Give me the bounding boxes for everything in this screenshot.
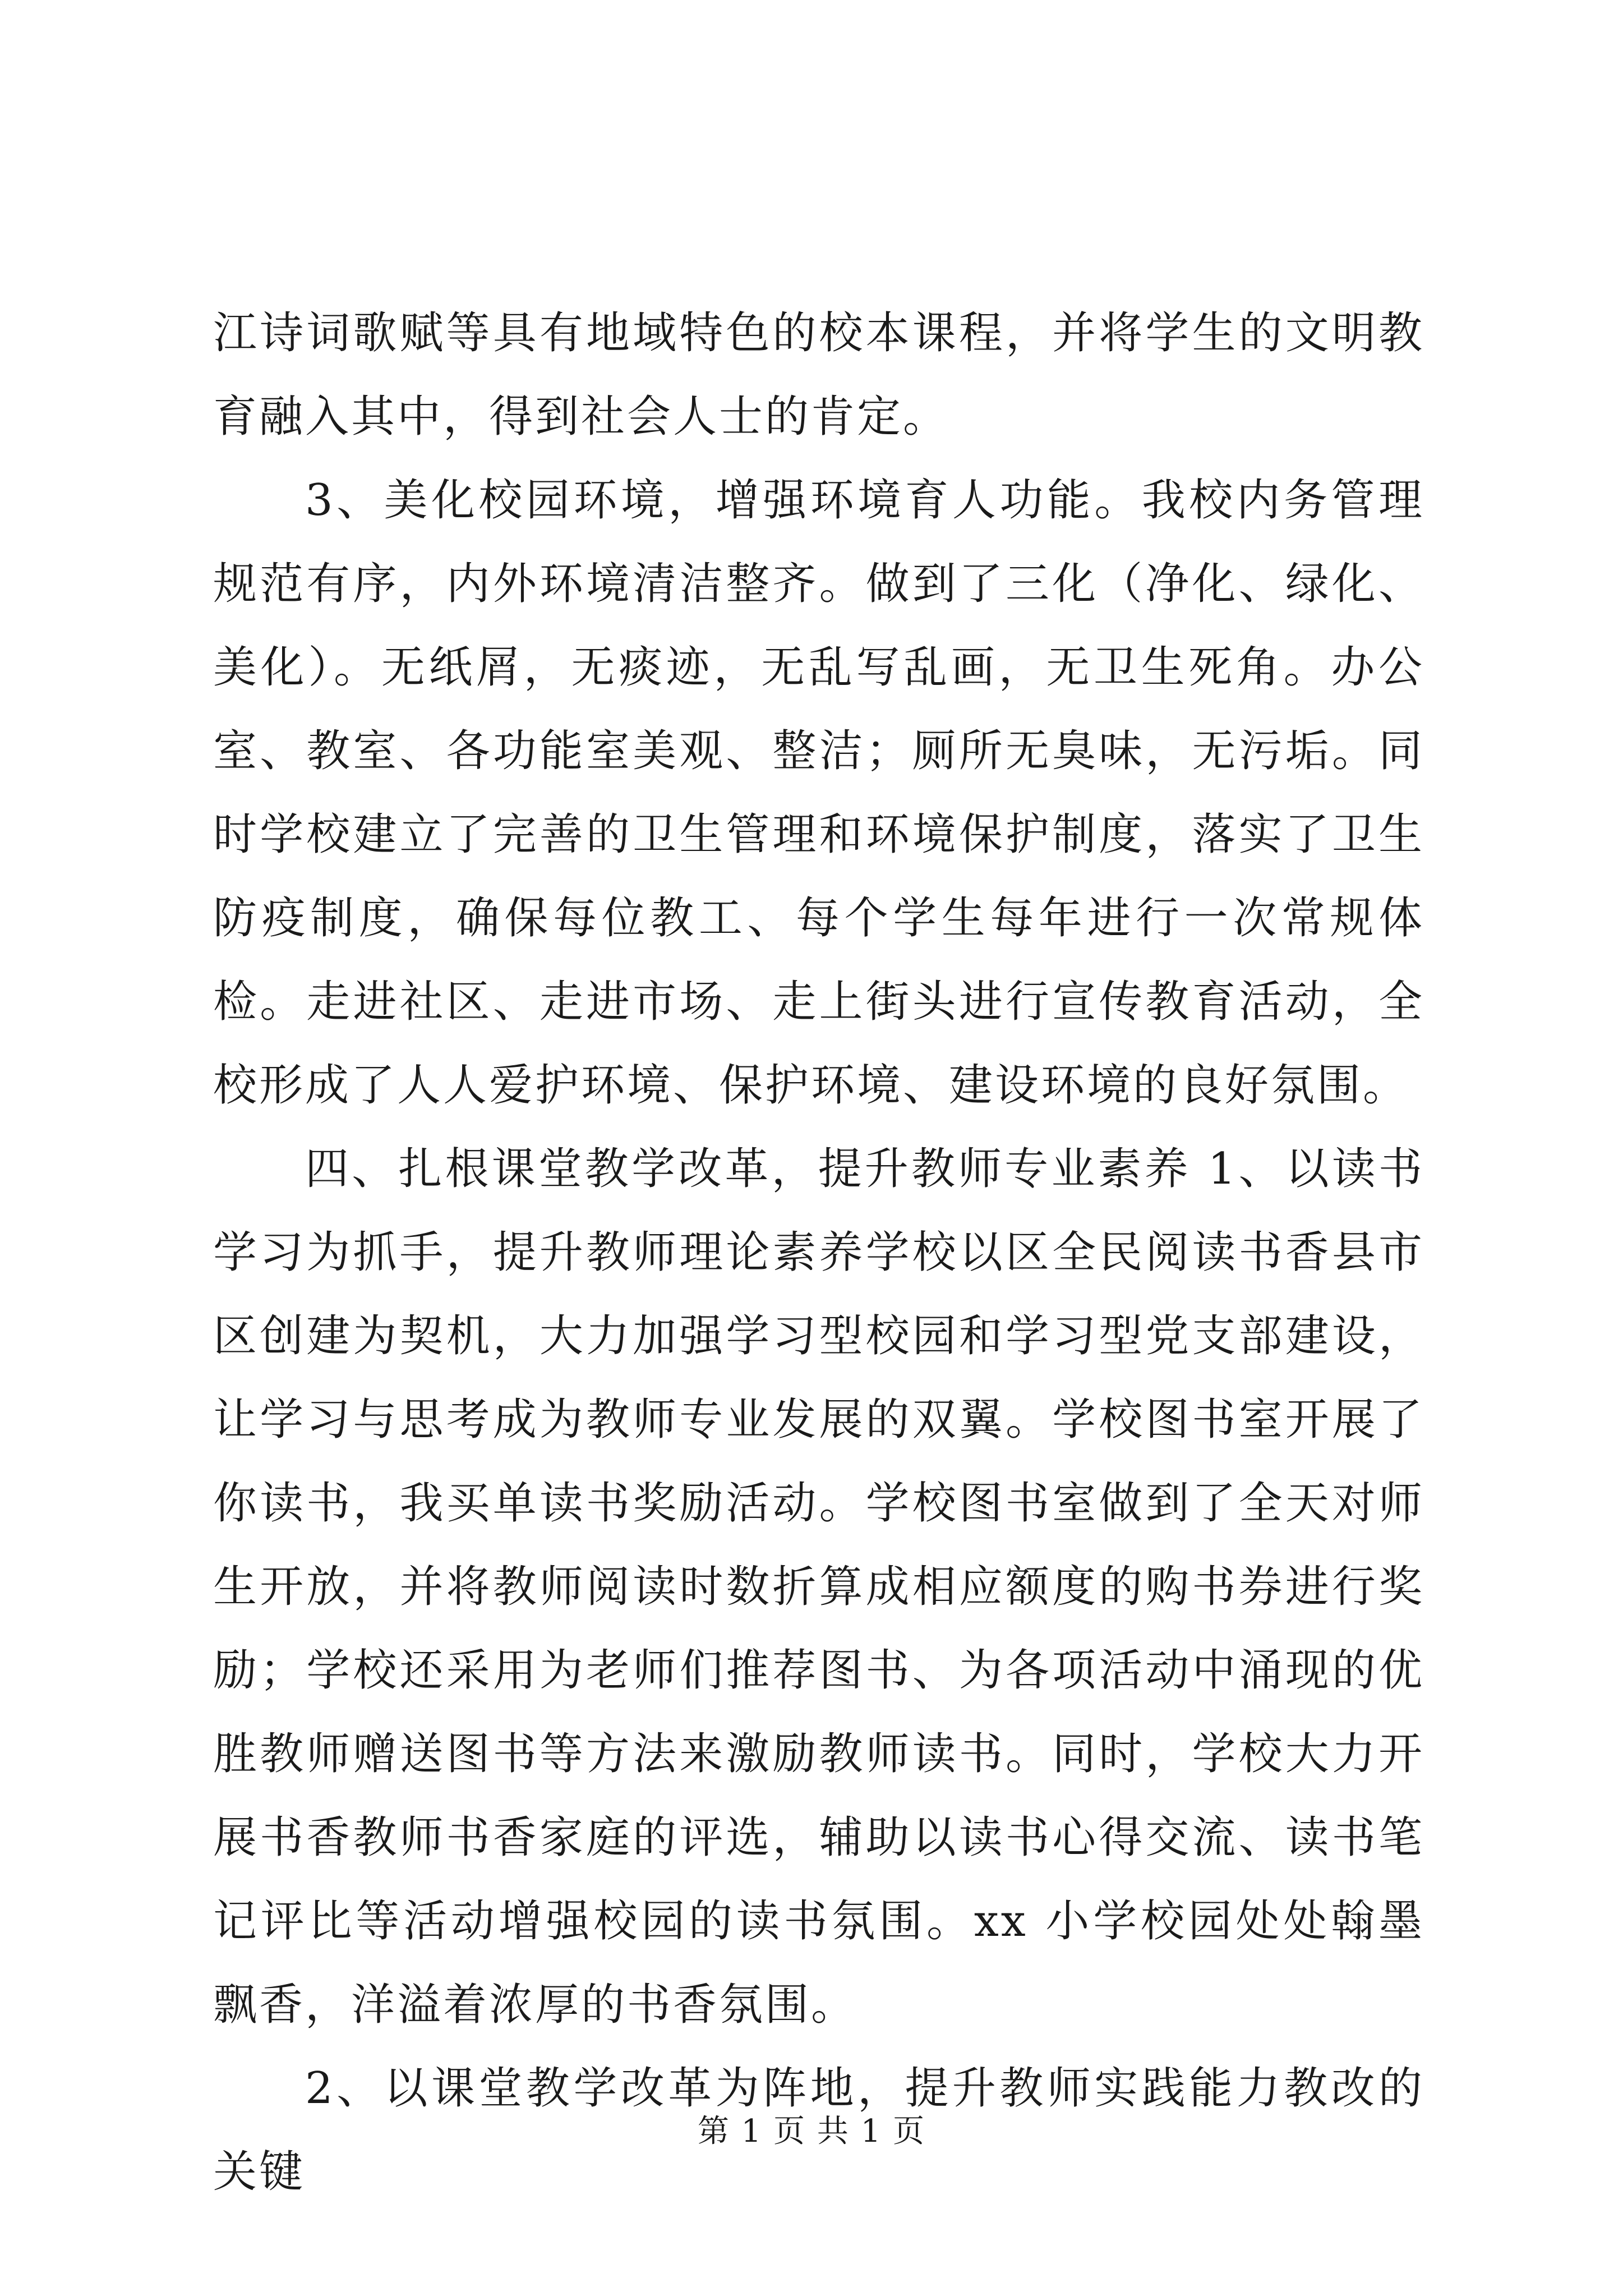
paragraph-2: 3、美化校园环境，增强环境育人功能。我校内务管理规范有序，内外环境清洁整齐。做到了三化（净化、绿化、美化）。无纸屑，无痰迹，无乱写乱画，无卫生死角。办公室、教室、各功能室美观、整洁；厕所无臭味，无污垢。同时学校建立了完善的卫生管理和环境保护制度，落实了卫生防疫制度，确保每位教工、每个学生每年进行一次常规体检。走进社区、走进市场、走上街头进行宣传教育活动，全校形成了人人爱护环境、保护环境、建设环境的良好氛围。 bbox=[213, 475, 1424, 1111]
paragraph-1: 江诗词歌赋等具有地域特色的校本课程，并将学生的文明教育融入其中，得到社会人士的肯定。 bbox=[213, 308, 1424, 442]
page-number-footer: 第 1 页 共 1 页 bbox=[697, 2113, 926, 2150]
paragraph-3: 四、扎根课堂教学改革，提升教师专业素养 1、以读书学习为抓手，提升教师理论素养学校以区全民阅读书香县市区创建为契机，大力加强学习型校园和学习型党支部建设，让学习与思考成为教师专业发展的双翼。学校图书室开展了你读书，我买单读书奖励活动。学校图书室做到了全天对师生开放，并将教师阅读时数折算成相应额度的购书券进行奖励；学校还采用为老师们推荐图书、为各项活动中涌现的优胜教师赠送图书等方法来激励教师读书。同时，学校大力开展书香教师书香家庭的评选，辅助以读书心得交流、读书笔记评比等活动增强校园的读书氛围。xx 小学校园处处翰墨飘香，洋溢着浓厚的书香氛围。 bbox=[213, 1144, 1424, 2030]
document-body bbox=[213, 292, 1424, 2214]
paragraph-4: 2、以课堂教学改革为阵地，提升教师实践能力教改的关键 bbox=[213, 2063, 1424, 2197]
